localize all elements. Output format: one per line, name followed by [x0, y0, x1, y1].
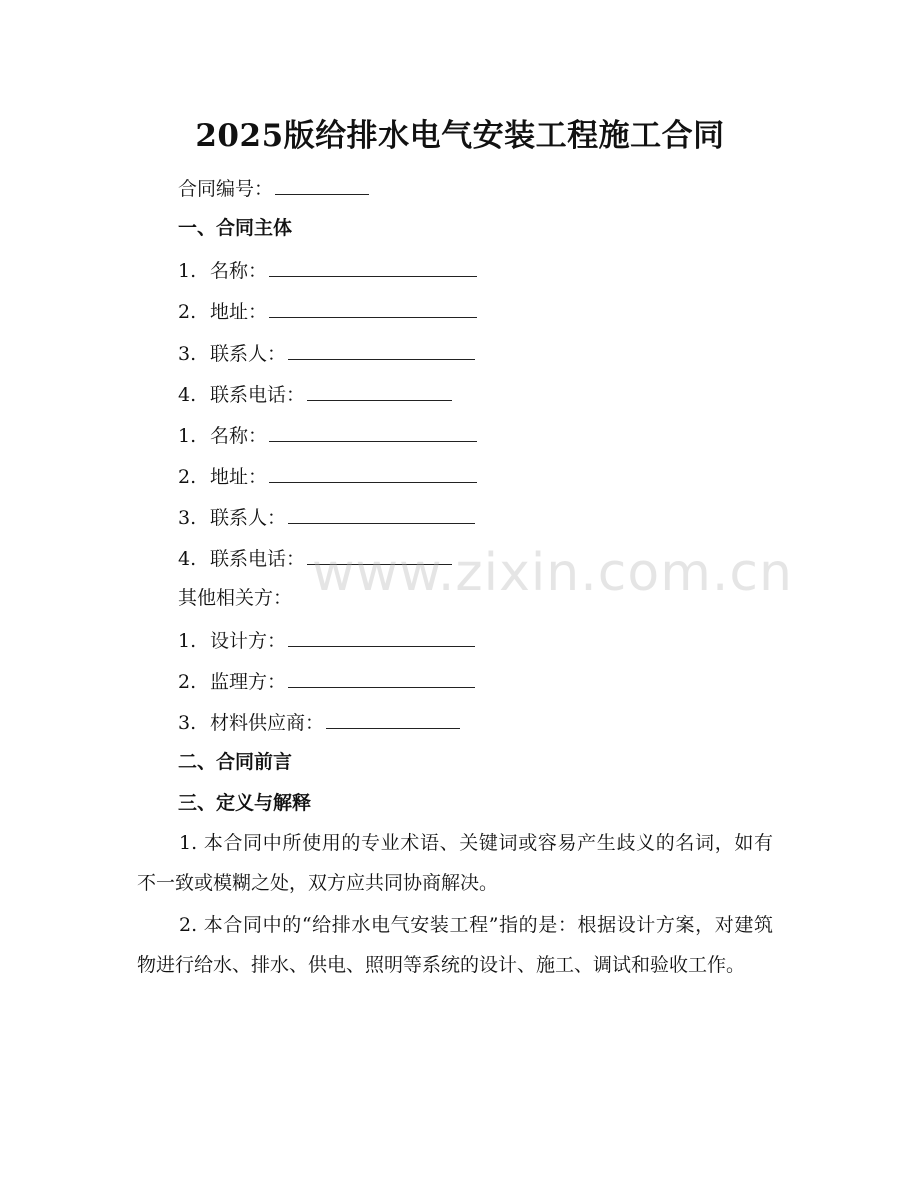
- item-number: 2.: [178, 301, 197, 323]
- item-number: 1.: [178, 425, 197, 447]
- party-b-name-label: 名称：: [210, 425, 268, 447]
- contract-number-line: [178, 174, 369, 202]
- party-a-contact-blank[interactable]: [288, 339, 475, 360]
- supplier-blank[interactable]: [326, 708, 460, 729]
- party-a-name-label: 名称：: [210, 260, 268, 282]
- party-b-phone-line: [178, 544, 452, 572]
- party-b-contact-label: 联系人：: [210, 507, 287, 529]
- item-number: 4.: [178, 548, 197, 570]
- clause-1: 1. 本合同中所使用的专业术语、关键词或容易产生歧义的名词，如有不一致或模糊之处，双方应共同协商解决。: [137, 832, 773, 894]
- party-b-name-blank[interactable]: [269, 421, 477, 442]
- item-number: 4.: [178, 384, 197, 406]
- item-number: 2.: [178, 671, 197, 693]
- document-title: 2025版给排水电气安装工程施工合同: [195, 118, 725, 154]
- party-b-address-line: [178, 462, 477, 490]
- supervisor-blank[interactable]: [288, 667, 475, 688]
- party-a-phone-label: 联系电话：: [210, 384, 306, 406]
- item-number: 2.: [178, 466, 197, 488]
- item-number: 3.: [178, 343, 197, 365]
- party-a-phone-line: [178, 380, 452, 408]
- designer-label: 设计方：: [210, 630, 287, 652]
- other-parties-label: 其他相关方：: [178, 587, 293, 609]
- party-b-phone-label: 联系电话：: [210, 548, 306, 570]
- party-a-address-label: 地址：: [210, 301, 268, 323]
- item-number: 1.: [178, 260, 197, 282]
- section1-heading: 一、合同主体: [178, 217, 293, 239]
- party-b-address-label: 地址：: [210, 466, 268, 488]
- party-a-address-line: [178, 297, 477, 325]
- supervisor-label: 监理方：: [210, 671, 287, 693]
- contract-number-blank[interactable]: [275, 174, 369, 195]
- party-a-address-blank[interactable]: [269, 297, 477, 318]
- section3-heading: 三、定义与解释: [178, 792, 312, 814]
- clause-2: 2. 本合同中的“给排水电气安装工程”指的是：根据设计方案，对建筑物进行给水、排水、供电、照明等系统的设计、施工、调试和验收工作。: [137, 914, 773, 976]
- party-a-contact-line: [178, 339, 475, 367]
- designer-blank[interactable]: [288, 626, 475, 647]
- watermark: www.zixin.com.cn: [312, 543, 793, 603]
- supervisor-line: [178, 667, 475, 695]
- section2-heading: 二、合同前言: [178, 751, 293, 773]
- party-b-contact-blank[interactable]: [288, 503, 475, 524]
- party-b-contact-line: [178, 503, 475, 531]
- party-a-name-line: [178, 256, 477, 284]
- party-b-name-line: [178, 421, 477, 449]
- party-a-phone-blank[interactable]: [307, 380, 452, 401]
- party-a-contact-label: 联系人：: [210, 343, 287, 365]
- item-number: 1.: [178, 630, 197, 652]
- contract-number-label: 合同编号：: [178, 178, 274, 200]
- supplier-line: [178, 708, 460, 736]
- party-a-name-blank[interactable]: [269, 256, 477, 277]
- supplier-label: 材料供应商：: [210, 712, 325, 734]
- party-b-address-blank[interactable]: [269, 462, 477, 483]
- item-number: 3.: [178, 712, 197, 734]
- item-number: 3.: [178, 507, 197, 529]
- party-b-phone-blank[interactable]: [307, 544, 452, 565]
- designer-line: [178, 626, 475, 654]
